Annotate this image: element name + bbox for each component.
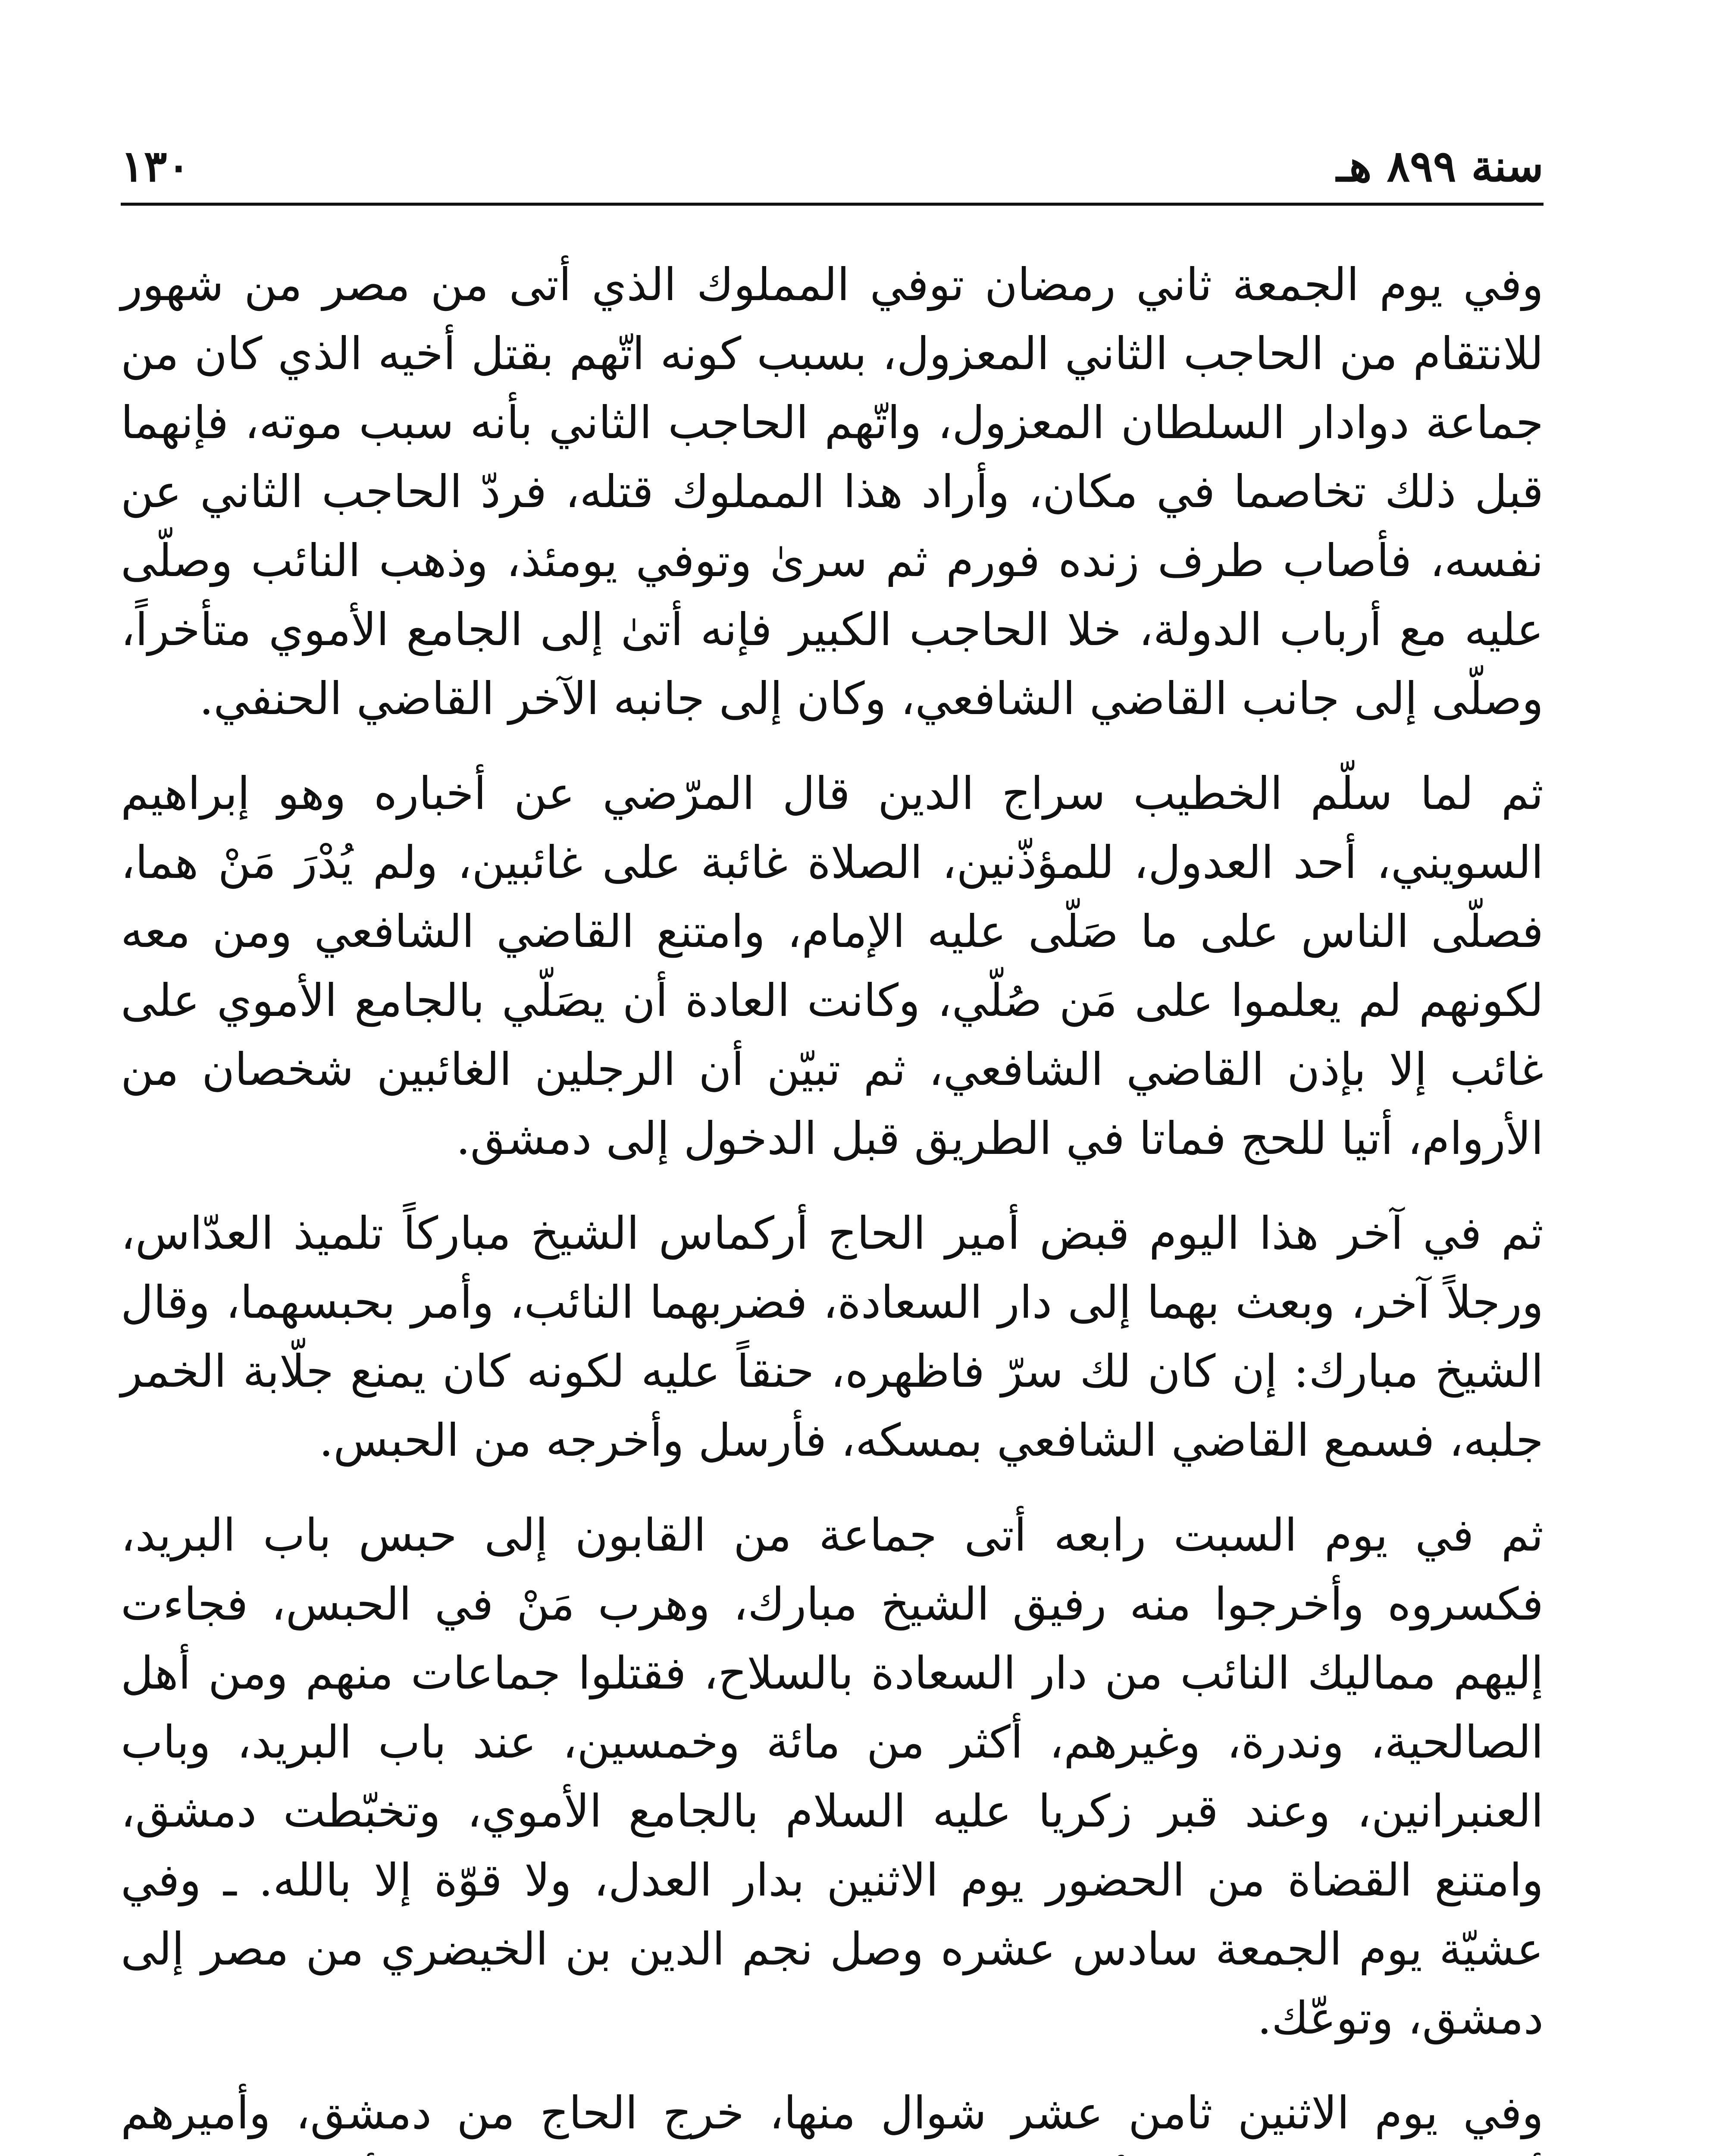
running-head: سنة ٨٩٩ هـ [1336,141,1544,191]
paragraph: وفي يوم الجمعة ثاني رمضان توفي المملوك الذي أتى من مصر من شهور للانتقام من الحاجب الثاني المعزول، بسبب كونه اتّهم بقتل أخيه الذي كان من جماعة دوادار السلطان المعزول، واتّهم الحاجب الثاني بأنه سبب موته، فإنهما قبل ذلك تخاصما في مكان، وأراد هذا المملوك قتله، فردّ الحاجب الثاني عن نفسه، فأصاب طرف زنده فورم ثم سرىٰ وتوفي يومئذ، وذهب النائب وصلّى عليه مع أرباب الدولة، خلا الحاجب الكبير فإنه أتىٰ إلى الجامع الأموي متأخراً، وصلّى إلى جانب القاضي الشافعي، وكان إلى جانبه الآخر القاضي الحنفي. [121,258,1544,725]
body-text [121,250,1544,2156]
page-header [121,129,1544,206]
paragraph: وفي يوم الاثنين ثامن عشر شوال منها، خرج الحاج من دمشق، وأميرهم [121,2087,1544,2139]
paragraph: ثم في يوم السبت رابعه أتى جماعة من القابون إلى حبس باب البريد، فكسروه وأخرجوا منه رفيق الشيخ مبارك، وهرب مَنْ في الحبس، فجاءت إليهم مماليك النائب من دار السعادة بالسلاح، فقتلوا جماعات منهم ومن أهل الصالحية، وندرة، وغيرهم، أكثر من مائة وخمسين، عند باب البريد، وباب العنبرانين، وعند قبر زكريا عليه السلام بالجامع الأموي، وتخبّطت دمشق، وامتنع القضاة من الحضور يوم الاثنين بدار العدل، ولا قوّة إلا بالله. ـ وفي عشيّة يوم الجمعة سادس عشره وصل نجم الدين بن الخيضري من مصر إلى دمشق، وتوعّك. [121,1509,1544,2044]
paragraph: ثم في آخر هذا اليوم قبض أمير الحاج أركماس الشيخ مباركاً تلميذ العدّاس، ورجلاً آخر، وبعث بهما إلى دار السعادة، فضربهما النائب، وأمر بحبسهما، وقال الشيخ مبارك: إن كان لك سرّ فاظهره، حنقاً عليه لكونه كان يمنع جلّابة الخمر جلبه، فسمع القاضي الشافعي بمسكه، فأرسل وأخرجه من الحبس. [121,1207,1544,1467]
paragraph: ثم لما سلّم الخطيب سراج الدين قال المرّضي عن أخباره وهو إبراهيم السويني، أحد العدول، للمؤذّنين، الصلاة غائبة على غائبين، ولم يُدْرَ مَنْ هما، فصلّى الناس على ما صَلّى عليه الإمام، وامتنع القاضي الشافعي ومن معه لكونهم لم يعلموا على مَن صُلّي، وكانت العادة أن يصَلّي بالجامع الأموي على غائب إلا بإذن القاضي الشافعي، ثم تبيّن أن الرجلين الغائبين شخصان من الأروام، أتيا للحج فماتا في الطريق قبل الدخول إلى دمشق. [121,767,1544,1165]
page-number: ١٣٠ [121,141,191,191]
